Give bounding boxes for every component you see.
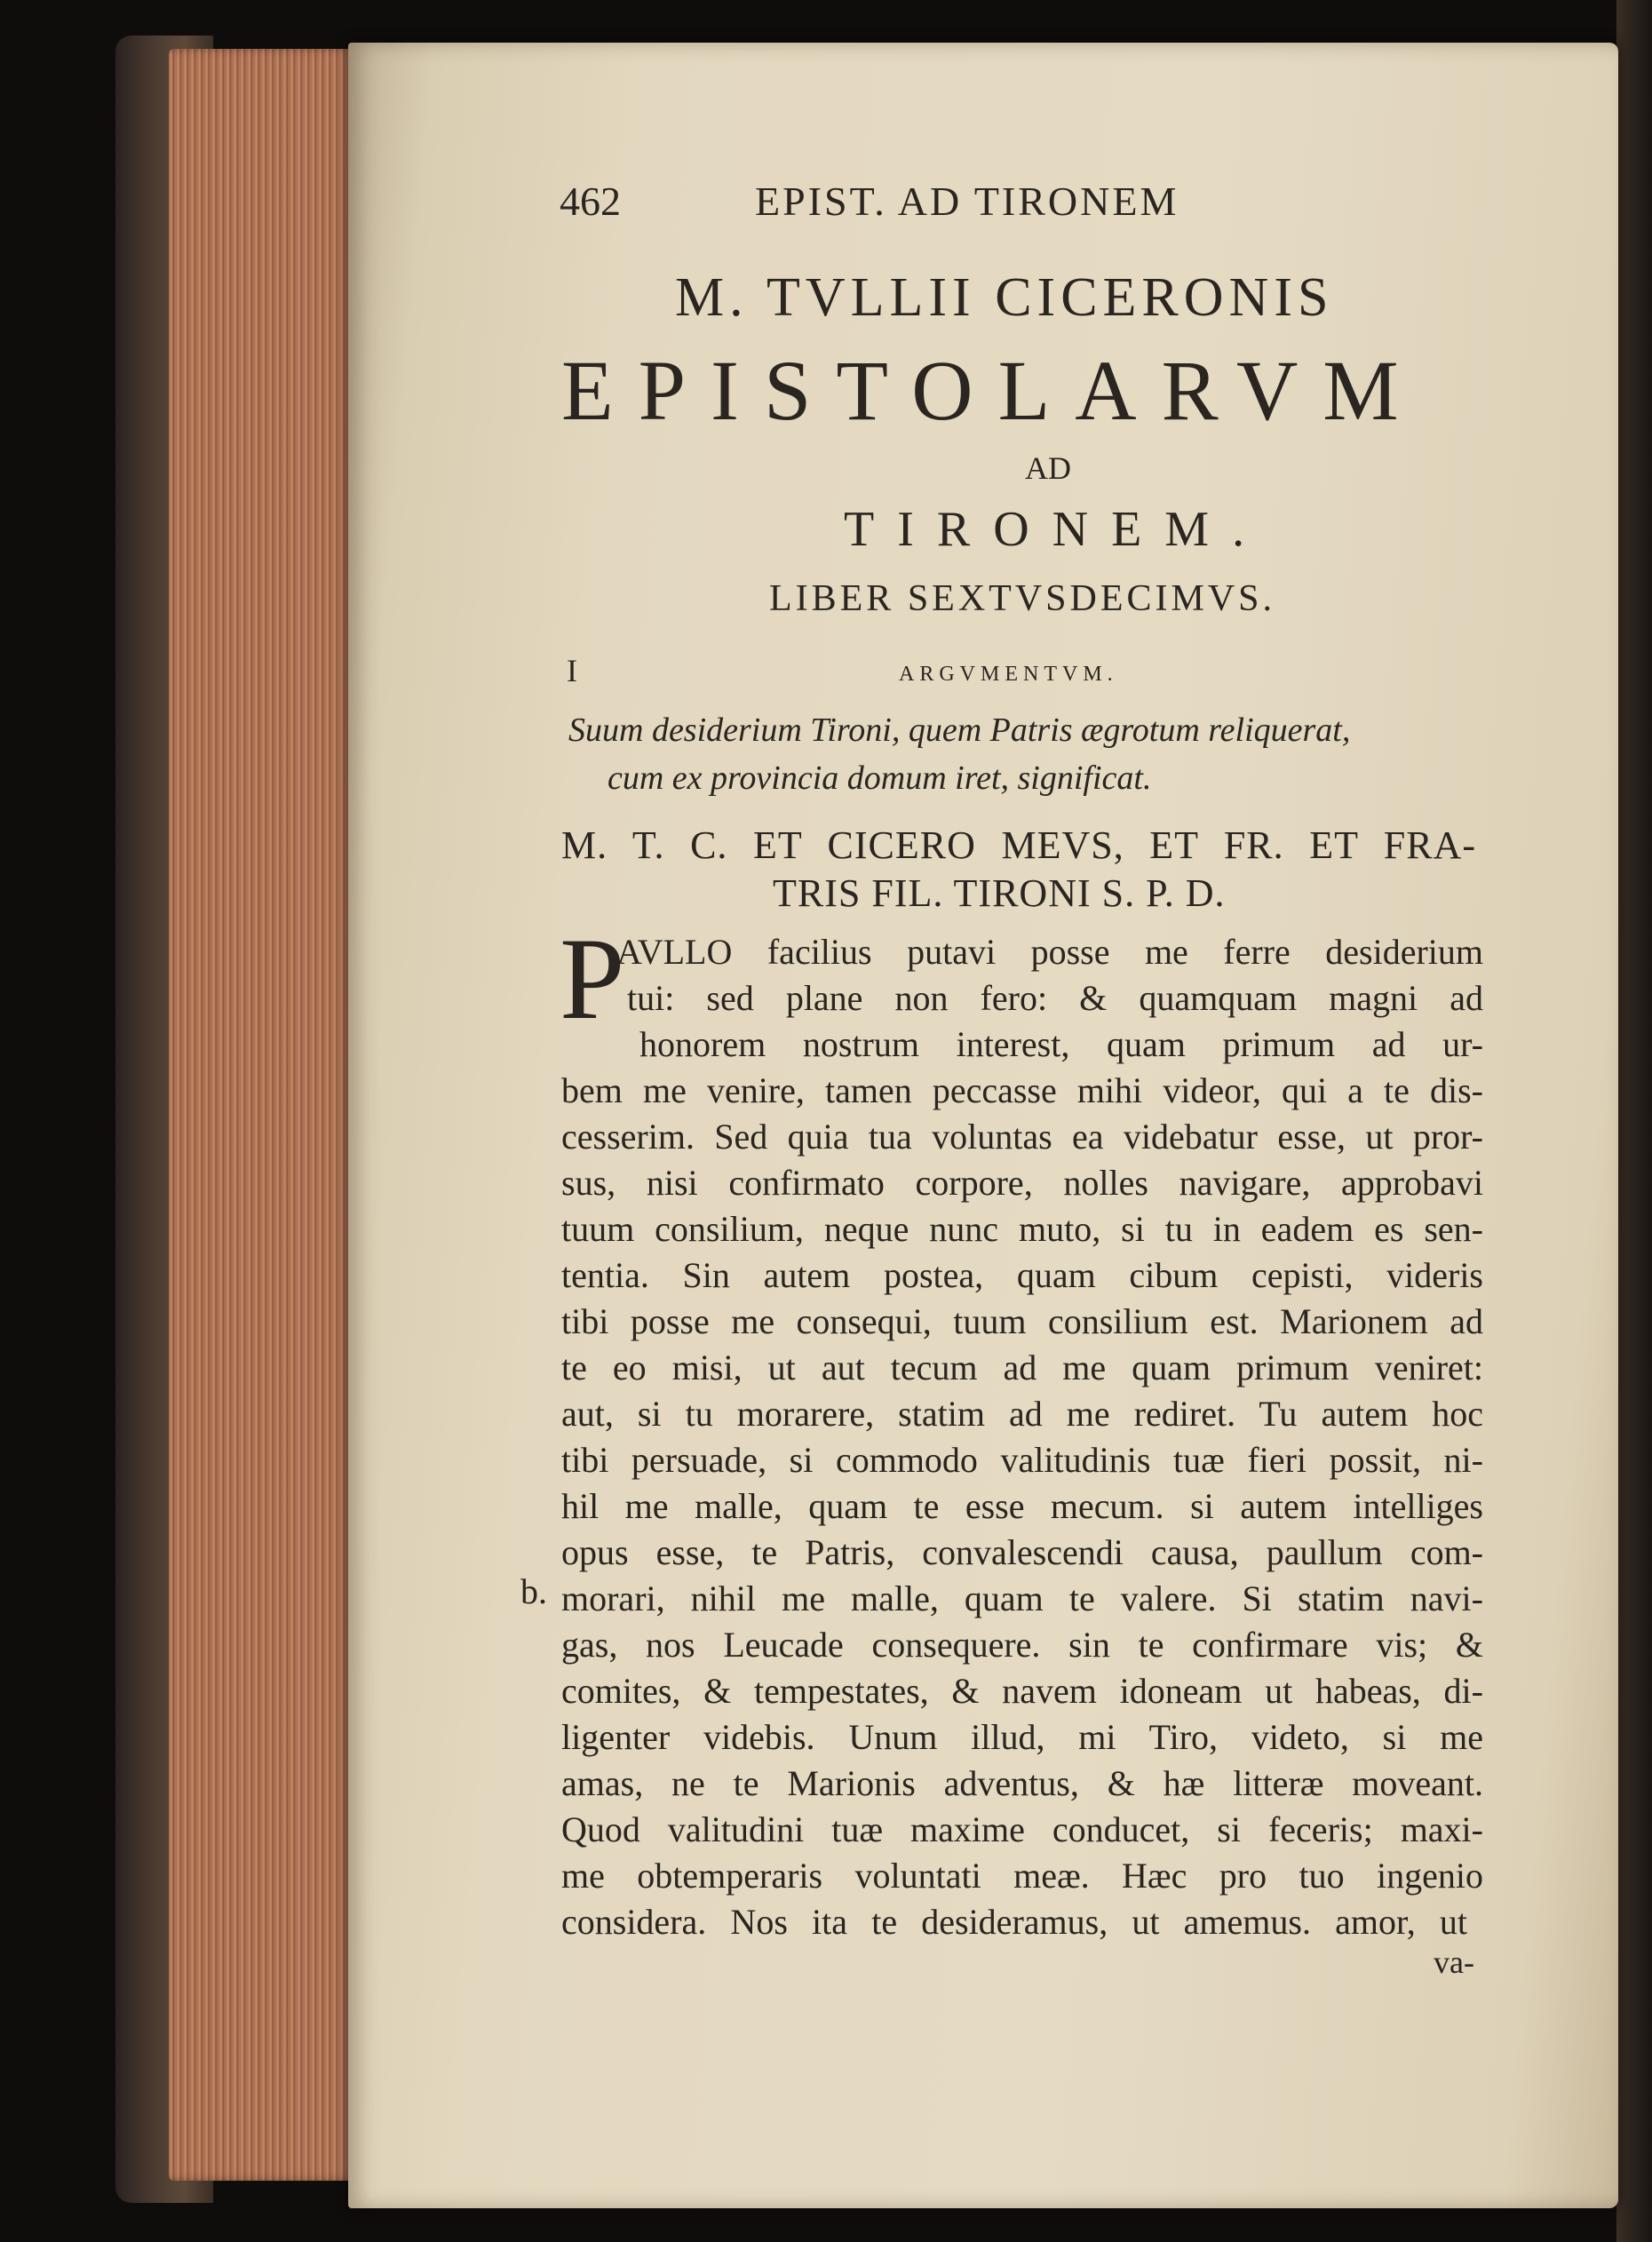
page-number: 462	[560, 179, 621, 224]
letter-line: sus, nisi confirmato corpore, nolles navigare, approbavi	[561, 1163, 1483, 1203]
book-heading: LIBER SEXTVSDECIMVS.	[769, 578, 1276, 619]
letter-line: tibi posse me consequi, tuum consilium est. Marionem ad	[561, 1301, 1483, 1341]
letter-line: gas, nos Leucade consequere. sin te confirmare vis; &	[561, 1625, 1483, 1665]
argument-line-2: cum ex provincia domum iret, significat.	[608, 759, 1152, 797]
book-page	[348, 43, 1618, 2208]
salutation-line-1: M. T. C. ET CICERO MEVS, ET FR. ET FRA-	[561, 823, 1476, 867]
letter-line: Quod valitudini tuæ maxime conducet, si feceris; maxi-	[561, 1809, 1483, 1849]
catchword: va-	[1434, 1944, 1474, 1980]
letter-line: comites, & tempestates, & navem idoneam ut habeas, di-	[561, 1671, 1483, 1711]
running-head: EPIST. AD TIRONEM	[755, 179, 1179, 224]
page-fore-edge	[169, 49, 355, 2181]
letter-line: AVLLO facilius putavi posse me ferre desiderium	[616, 932, 1483, 972]
letter-line: tentia. Sin autem postea, quam cibum cepisti, videris	[561, 1255, 1483, 1295]
argument-label: ARGVMENTVM.	[899, 663, 1118, 686]
letter-line: tuum consilium, neque nunc muto, si tu in eadem es sen-	[561, 1209, 1483, 1249]
salutation-line-2: TRIS FIL. TIRONI S. P. D.	[773, 871, 1226, 915]
letter-line: morari, nihil me malle, quam te valere. Si statim navi-	[561, 1578, 1483, 1618]
letter-line: honorem nostrum interest, quam primum ad ur-	[639, 1024, 1483, 1064]
argument-line-1: Suum desiderium Tironi, quem Patris ægrotum reliquerat,	[568, 712, 1351, 749]
title-work: EPISTOLARVM	[561, 343, 1424, 438]
letter-number: I	[567, 653, 577, 688]
letter-line: considera. Nos ita te desideramus, ut amemus. amor, ut	[561, 1902, 1467, 1942]
letter-line: ligenter videbis. Unum illud, mi Tiro, videto, si me	[561, 1717, 1483, 1757]
letter-line: me obtemperaris voluntati meæ. Hæc pro tuo ingenio	[561, 1856, 1483, 1896]
title-recipient: TIRONEM.	[844, 502, 1268, 557]
letter-line: te eo misi, ut aut tecum ad me quam primum veniret:	[561, 1348, 1483, 1387]
drop-cap: P	[560, 913, 625, 1044]
letter-line: aut, si tu morarere, statim ad me rediret. Tu autem hoc	[561, 1394, 1483, 1434]
letter-line: tibi persuade, si commodo valitudinis tuæ fieri possit, ni-	[561, 1440, 1483, 1480]
letter-line: bem me venire, tamen peccasse mihi videor, qui a te dis-	[561, 1070, 1483, 1110]
letter-line: hil me malle, quam te esse mecum. si autem intelliges	[561, 1486, 1483, 1526]
title-ad: AD	[1025, 450, 1071, 486]
letter-line: tui: sed plane non fero: & quamquam magni ad	[627, 978, 1483, 1018]
title-author: M. TVLLII CICERONIS	[675, 267, 1334, 328]
margin-note: b.	[520, 1571, 547, 1611]
letter-line: amas, ne te Marionis adventus, & hæ litteræ moveant.	[561, 1763, 1483, 1803]
letter-line: cesserim. Sed quia tua voluntas ea videbatur esse, ut pror-	[561, 1117, 1483, 1157]
letter-line: opus esse, te Patris, convalescendi causa, paullum com-	[561, 1532, 1483, 1572]
facing-page-gutter	[1616, 0, 1652, 2242]
